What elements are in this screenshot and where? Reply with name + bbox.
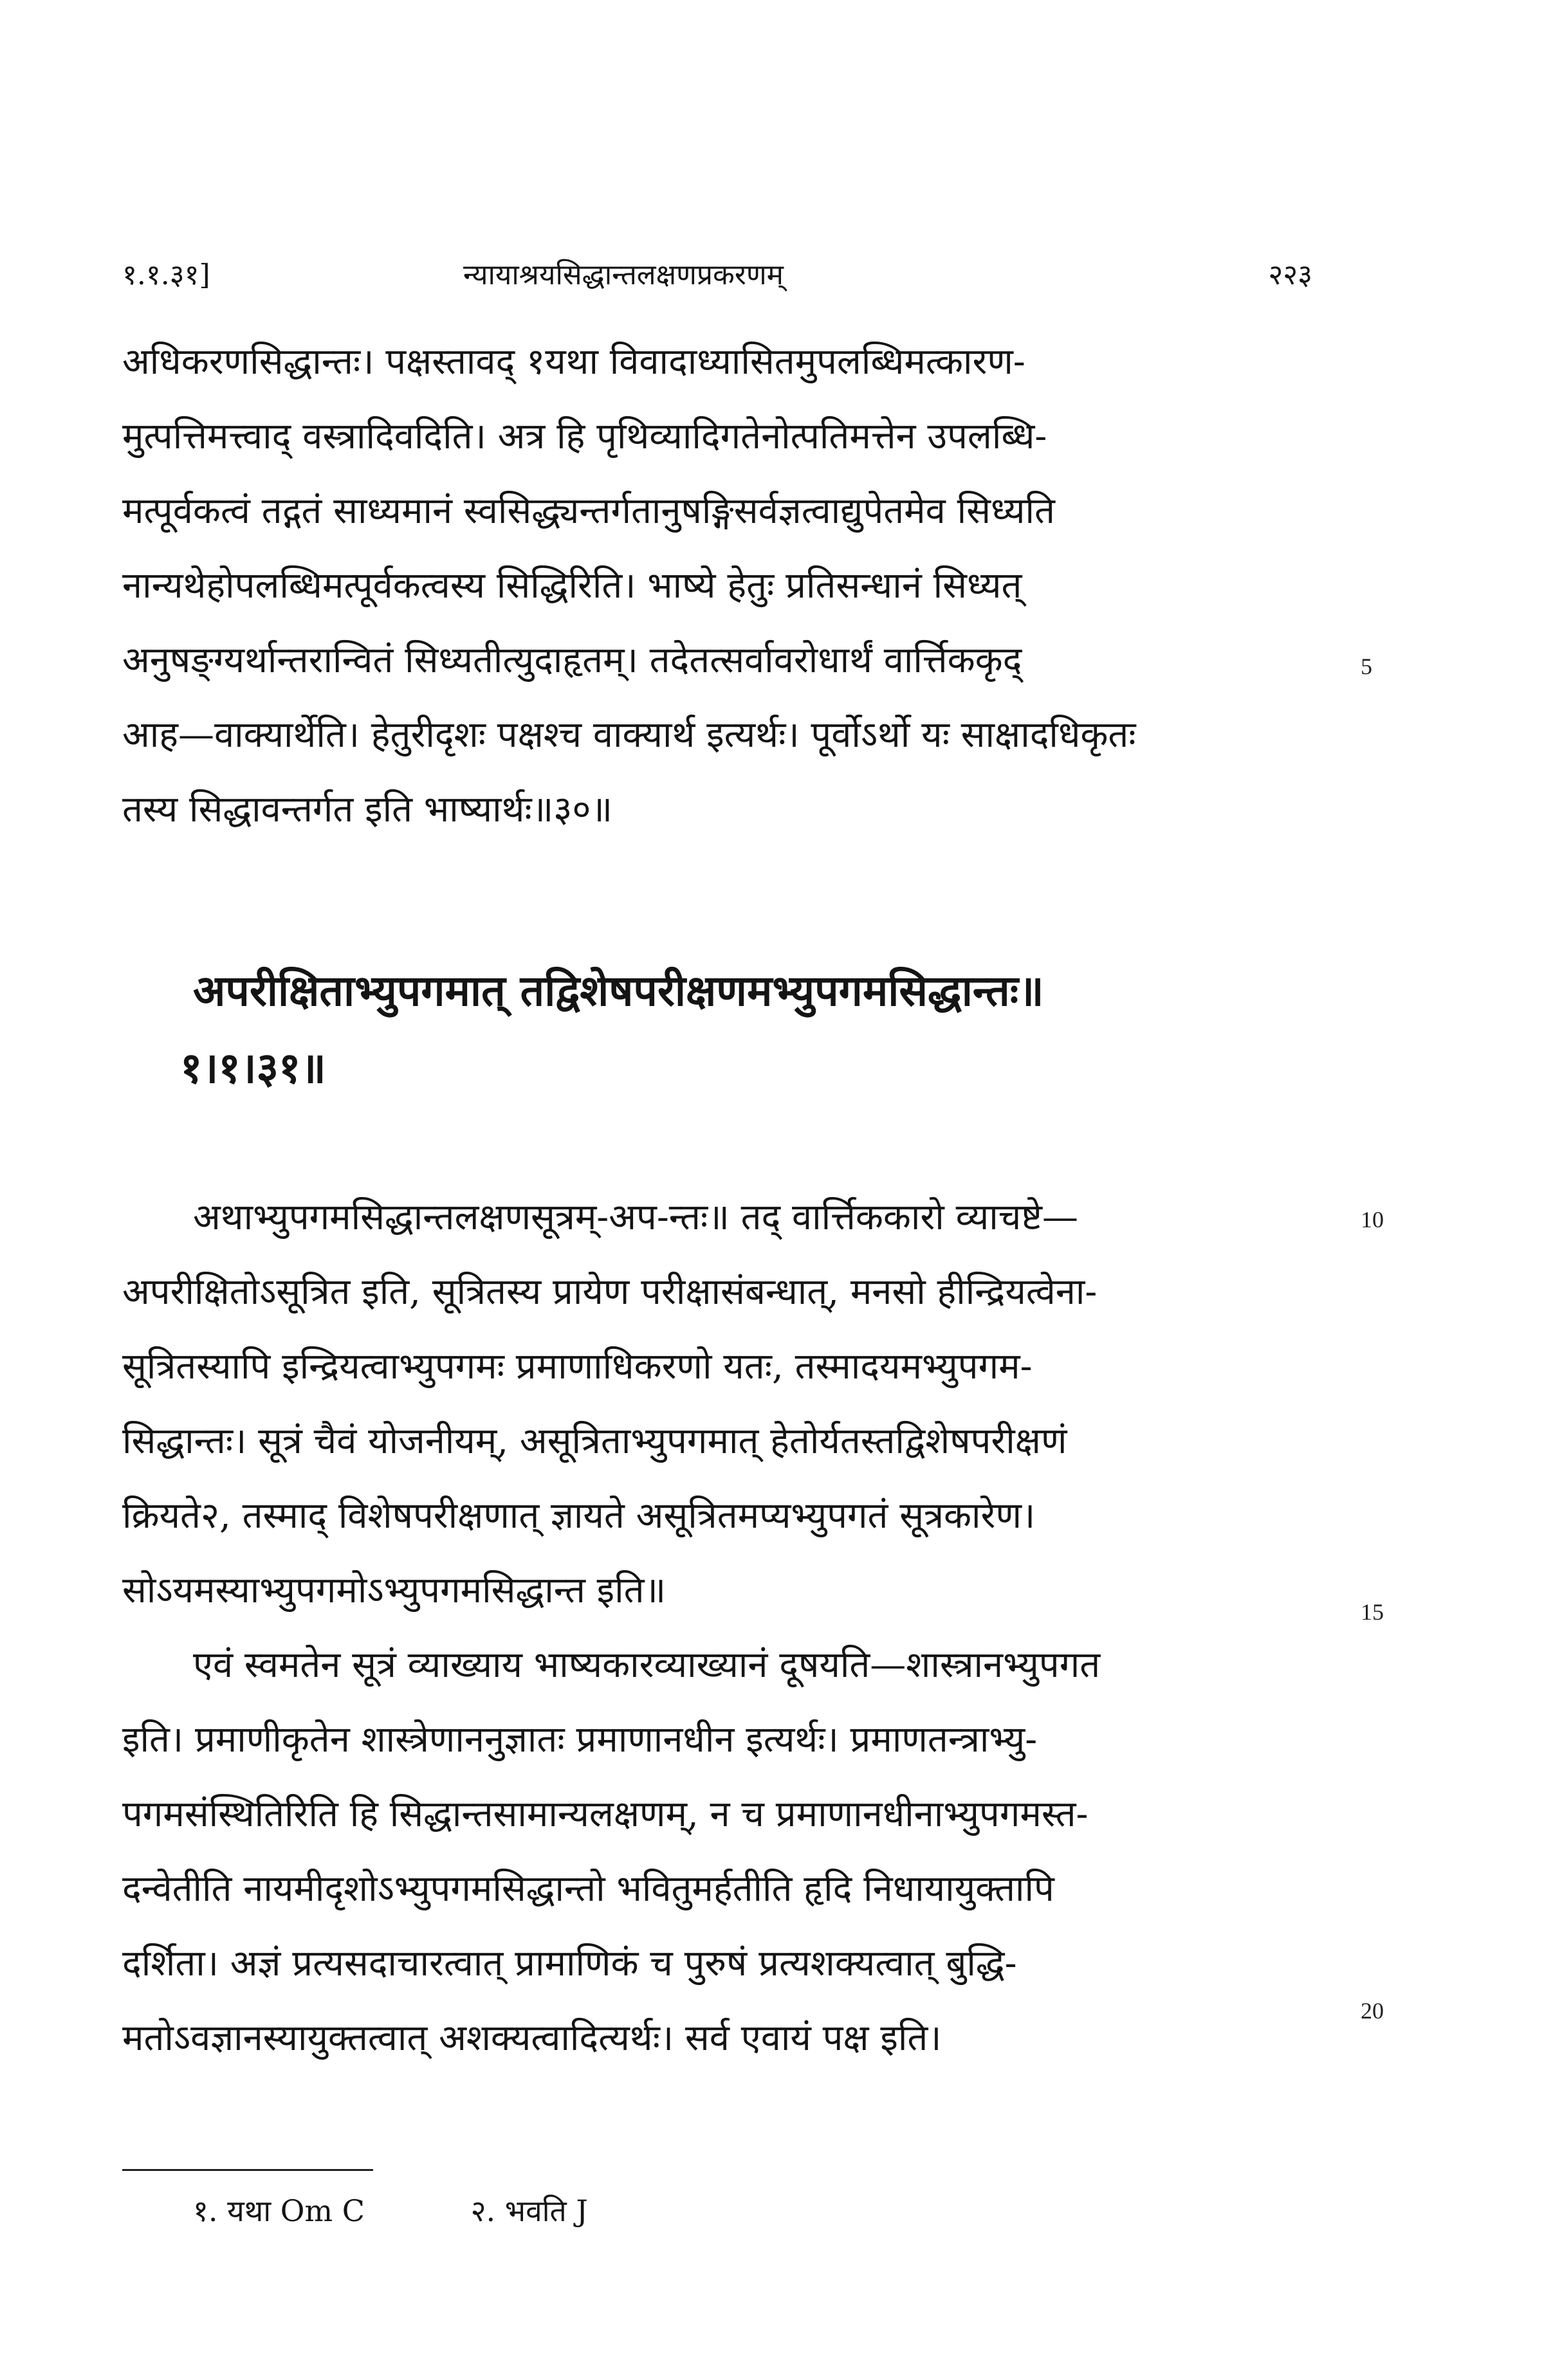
header-chapter-title: न्यायाश्रयसिद्धान्तलक्षणप्रकरणम् bbox=[463, 259, 784, 291]
text-line: अधिकरणसिद्धान्तः। पक्षस्तावद् १यथा विवादाध्यासितमुपलब्धिमत्कारण- bbox=[122, 341, 1025, 383]
text-line: सिद्धान्तः। सूत्रं चैवं योजनीयम्, असूत्रिताभ्युपगमात् हेतोर्यतस्तद्विशेषपरीक्षणं bbox=[122, 1420, 1067, 1462]
text-line: मुत्पत्तिमत्त्वाद् वस्त्रादिवदिति। अत्र हि पृथिव्यादिगतेनोत्पतिमत्तेन उपलब्धि- bbox=[122, 416, 1047, 457]
text-line: एवं स्वमतेन सूत्रं व्याख्याय भाष्यकारव्याख्यानं दूषयति—शास्त्रानभ्युपगत bbox=[193, 1644, 1101, 1686]
line-number: 20 bbox=[1361, 1998, 1384, 2024]
text-line: पगमसंस्थितिरिति हि सिद्धान्तसामान्यलक्षणम्, न च प्रमाणानधीनाभ्युपगमस्त- bbox=[122, 1793, 1089, 1835]
sutra-heading bbox=[180, 952, 1319, 1106]
text-line: मत्पूर्वकत्वं तद्गतं साध्यमानं स्वसिद्ध्यन्तर्गतानुषङ्गिसर्वज्ञत्वाद्युपेतमेव सिध्यति bbox=[122, 490, 1055, 532]
commentary-paragraph-1 bbox=[122, 325, 1312, 847]
text-line: नान्यथेहोपलब्धिमत्पूर्वकत्वस्य सिद्धिरिति। भाष्ये हेतुः प्रतिसन्धानं सिध्यत् bbox=[122, 565, 1022, 607]
text-line: दर्शिता। अज्ञं प्रत्यसदाचारत्वात् प्रामाणिकं च पुरुषं प्रत्यशक्यत्वात् बुद्धि- bbox=[122, 1943, 1017, 1984]
header-page-number: २२३ bbox=[1268, 259, 1312, 291]
sutra-number: १।१।३१॥ bbox=[180, 1043, 326, 1093]
header-section-number: १.१.३१] bbox=[122, 259, 210, 291]
running-header bbox=[122, 254, 1312, 299]
text-line: अनुषङ्ग्यर्थान्तरान्वितं सिध्यतीत्युदाहृतम्। तदेतत्सर्वावरोधार्थं वार्त्तिककृद् bbox=[122, 639, 1022, 681]
footnote-1: १. यथा Om C bbox=[193, 2193, 365, 2228]
commentary-paragraph-2 bbox=[122, 1180, 1312, 2076]
text-line: सूत्रितस्यापि इन्द्रियत्वाभ्युपगमः प्रमाणाधिकरणो यतः, तस्मादयमभ्युपगम- bbox=[122, 1346, 1033, 1387]
text-line: अपरीक्षितोऽसूत्रित इति, सूत्रितस्य प्रायेण परीक्षासंबन्धात्, मनसो हीन्द्रियत्वेना- bbox=[122, 1271, 1098, 1313]
line-number: 10 bbox=[1361, 1207, 1384, 1232]
footnote-divider bbox=[122, 2169, 373, 2171]
line-number: 15 bbox=[1361, 1599, 1384, 1625]
footnotes bbox=[193, 2190, 685, 2230]
line-number: 5 bbox=[1361, 654, 1372, 679]
text-line: सोऽयमस्याभ्युपगमोऽभ्युपगमसिद्धान्त इति॥ bbox=[122, 1570, 666, 1611]
text-line: दन्वेतीति नायमीदृशोऽभ्युपगमसिद्धान्तो भवितुमर्हतीति हृदि निधायायुक्तापि bbox=[122, 1868, 1054, 1910]
text-line: क्रियते२, तस्माद् विशेषपरीक्षणात् ज्ञायते असूत्रितमप्यभ्युपगतं सूत्रकारेण। bbox=[122, 1495, 1036, 1537]
text-line: मतोऽवज्ञानस्यायुक्तत्वात् अशक्यत्वादित्यर्थः। सर्व एवायं पक्ष इति। bbox=[122, 2017, 942, 2059]
text-line: आह—वाक्यार्थेति। हेतुरीदृशः पक्षश्च वाक्यार्थ इत्यर्थः। पूर्वोऽर्थो यः साक्षादधिकृतः bbox=[122, 714, 1136, 756]
text-line: इति। प्रमाणीकृतेन शास्त्रेणाननुज्ञातः प्रमाणानधीन इत्यर्थः। प्रमाणतन्त्राभ्यु- bbox=[122, 1719, 1038, 1761]
text-line: तस्य सिद्धावन्तर्गत इति भाष्यार्थः॥३०॥ bbox=[122, 789, 613, 830]
sutra-text: अपरीक्षिताभ्युपगमात् तद्विशेषपरीक्षणमभ्युपगमसिद्धान्तः॥ bbox=[193, 966, 1044, 1016]
footnote-2: २. भवति J bbox=[470, 2193, 588, 2228]
text-line: अथाभ्युपगमसिद्धान्तलक्षणसूत्रम्-अप-न्तः॥ तद् वार्त्तिककारो व्याचष्टे— bbox=[193, 1196, 1078, 1238]
